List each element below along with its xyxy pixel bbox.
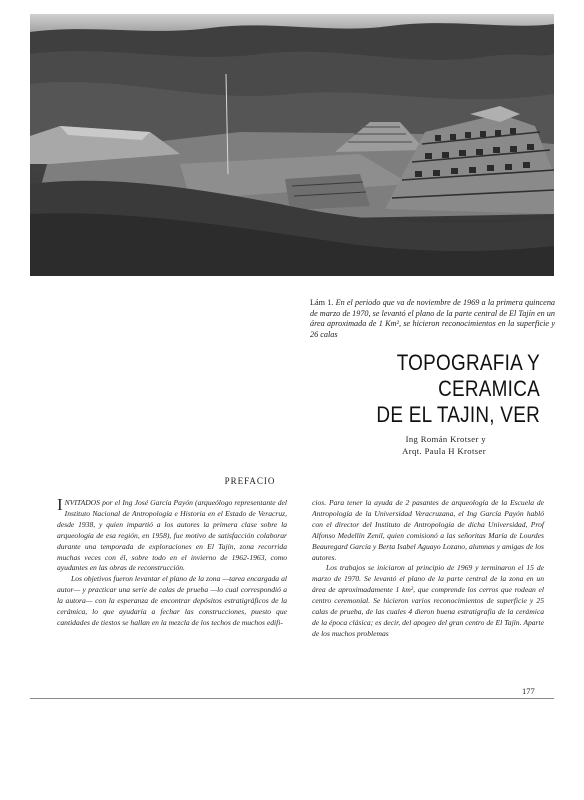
article-authors	[300, 433, 486, 457]
paragraph: Los objetivos fueron levantar el plano de la zona —tarea encargada al autor— y practicar una serie de calas de prueba —lo cual correspondió a la autora— con la esperanza de encontrar depósitos estratigráficos de la cerámica, lo que ayudaría a fechar las construcciones, puesto que cantidades de tiestos se hallan en la mezcla de los techos de muchos edifi-	[57, 574, 287, 627]
site-photograph	[30, 14, 554, 276]
title-line-1: TOPOGRAFIA Y CERAMICA	[396, 350, 540, 401]
body-column-left	[57, 495, 287, 629]
body-column-right	[312, 498, 544, 640]
caption-label: Lám 1.	[310, 298, 334, 307]
author-line-2: Arqt. Paula H Krotser	[402, 446, 486, 456]
page-bottom-rule	[30, 698, 554, 699]
section-heading: PREFACIO	[224, 476, 276, 486]
paragraph: Los trabajos se iniciaron al principio de 1969 y terminaron el 15 de marzo de 1970. Se levantó el plano de la parte central de la zona en un área de aproximadamente 1 km², que comprende los cerros que rodean el centro ceremonial. Se hicieron varios reconocimientos de superficie y 25 calas de prueba, de las cuales 4 dieron buena estratigrafía de la cerámica de la época clásica; es decir, del apogeo del gran centro de El Tajín. Aparte de los muchos problemas	[312, 563, 544, 638]
paragraph-text: NVITADOS por el Ing José García Payón (arqueólogo representante del Instituto Nacional de Antropología e Historia en el Estado de Veracruz, desde 1938, y quien impartió a los autores la primera clase sobre la arqueología de esa región, en 1958), fue motivo de satisfacción colaborar durante una temporada de exploraciones en El Tajín, zona recorrida muchas veces con él, sobre todo en el invierno de 1962-1963, como ayudantes en las obras de reconstrucción.	[57, 498, 287, 573]
photo-illustration	[30, 14, 554, 276]
drop-cap: I	[57, 495, 63, 514]
caption-text: En el periodo que va de noviembre de 1969 a la primera quincena de marzo de 1970, se levantó el plano de la parte central de El Tajín en un área aproximada de 1 Km², se hicieron reconocimientos en la superficie y 26 calas	[310, 298, 556, 339]
article-title	[325, 350, 540, 428]
paragraph	[57, 495, 287, 574]
page-number: 177	[522, 686, 535, 696]
title-line-2: DE EL TAJIN, VER	[376, 402, 540, 427]
paragraph: cios. Para tener la ayuda de 2 pasantes de arqueología de la Escuela de Antropología de la Universidad Veracruzana, el Ing García Payón habló con el director del Instituto de Antropología de dicha Universidad, Prof Alfonso Medellín Zenil, quien comisionó a las señoritas María de Lourdes Beauregard García y Berta Isabel Aguayo Lozano, alumnas y amigas de los autores.	[312, 498, 544, 562]
author-line-1: Ing Román Krotser y	[405, 434, 486, 444]
photo-caption	[310, 298, 555, 340]
